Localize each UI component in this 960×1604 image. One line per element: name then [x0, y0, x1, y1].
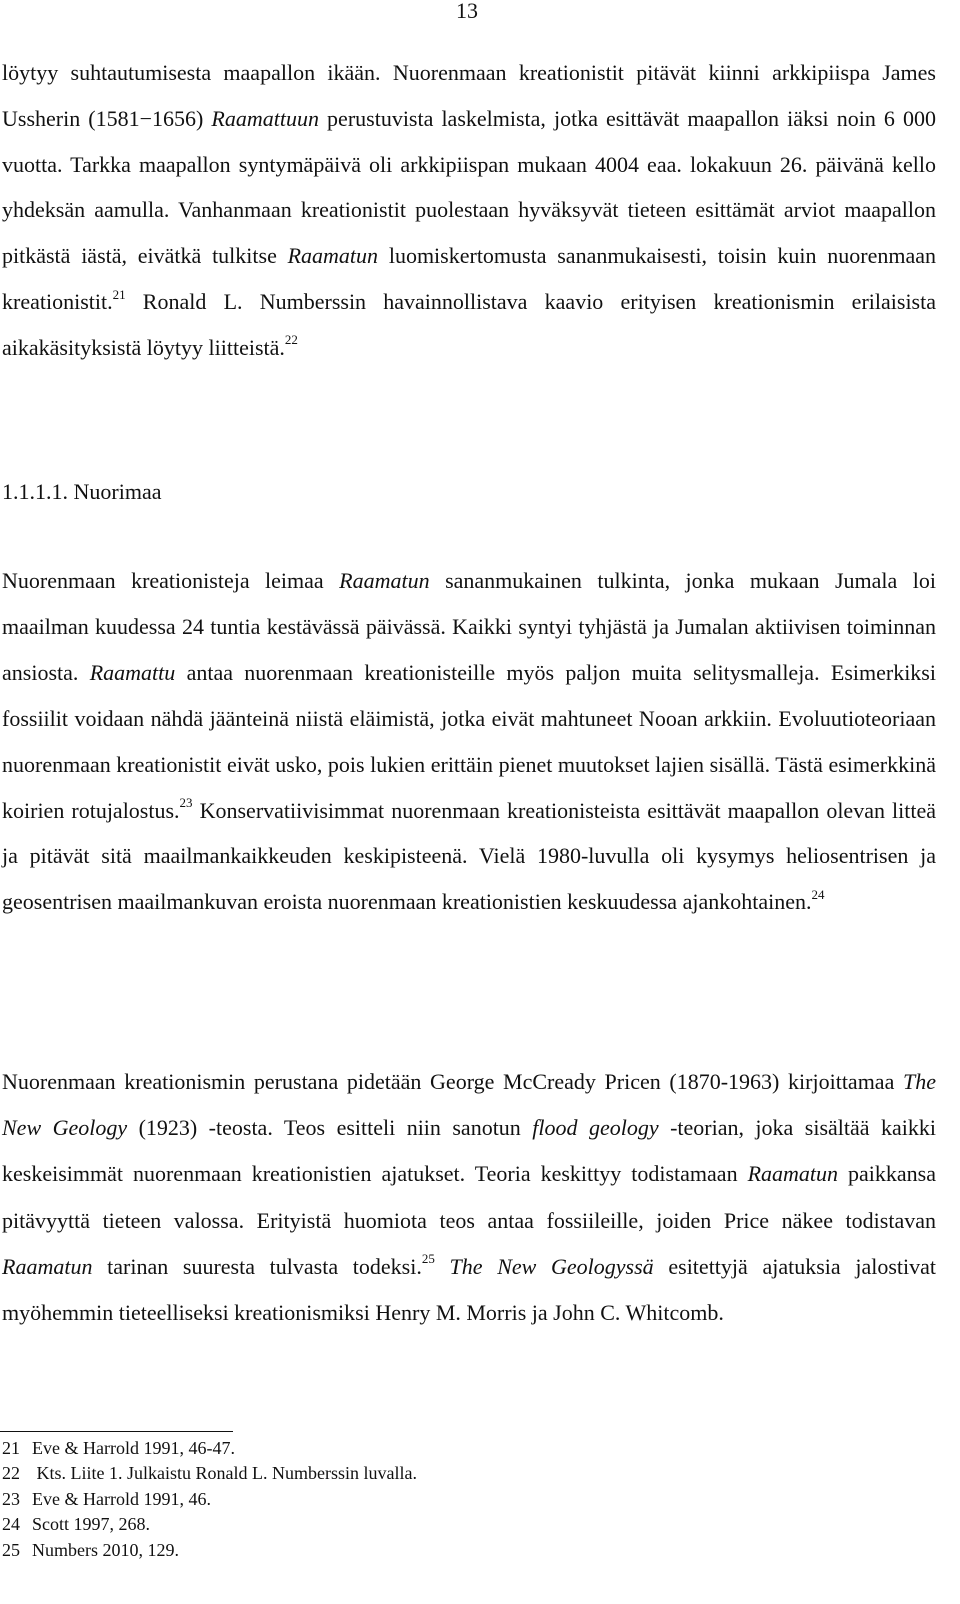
text-run: Konservatiivisimmat nuorenmaan kreationisteista esittävät maapallon olevan litteä ja pitävät sitä maailmankaikkeuden keskipisteenä. Vielä 1980-luvulla oli kysymys heliosentrisen ja geosentrisen maailmankuvan eroista nuorenmaan kreationistien keskuudessa ajankohtainen.	[2, 797, 936, 915]
footnote-ref-24[interactable]: 24	[811, 887, 825, 903]
paragraph-young-earth	[2, 558, 936, 925]
text-run: Nuorenmaan kreationismin perustana pidetään George McCready Pricen (1870-1963) kirjoittamaa	[2, 1069, 903, 1094]
text-run: paikkansa pitävyyttä tieteen valossa. Erityistä huomiota teos antaa fossiileille, joiden Price näkee todistavan	[2, 1161, 936, 1233]
footnote-ref-22[interactable]: 22	[284, 332, 298, 348]
section-heading: 1.1.1.1. Nuorimaa	[2, 479, 162, 504]
footnote-number: 25	[2, 1539, 20, 1560]
text-run: esitettyjä ajatuksia jalostivat myöhemmin tieteelliseksi kreationismiksi Henry M. Morris ja John C. Whitcomb.	[2, 1253, 937, 1326]
footnote-ref-25[interactable]: 25	[421, 1251, 435, 1267]
footnote-text: Numbers 2010, 129.	[32, 1539, 179, 1560]
footnote-text: Eve & Harrold 1991, 46-47.	[32, 1438, 235, 1458]
footnote-item	[2, 1512, 417, 1537]
text-run: Ronald L. Numberssin havainnollistava kaavio erityisen kreationismin erilaisista aikakäsityksistä löytyy liitteistä.	[2, 288, 936, 360]
footnote-item	[2, 1461, 417, 1486]
footnote-ref-23[interactable]: 23	[179, 795, 193, 811]
italic-term: flood geology	[532, 1115, 659, 1141]
text-run: luomiskertomusta sananmukaisesti, toisin kuin nuorenmaan kreationistit.	[2, 243, 936, 314]
footnotes-list	[2, 1436, 417, 1563]
paragraph-new-geology	[2, 1059, 936, 1336]
footnote-text: Scott 1997, 268.	[32, 1514, 151, 1535]
footnote-number: 23	[2, 1488, 20, 1509]
text-run: -teorian, joka sisältää kaikki keskeisimmät nuorenmaan kreationistien ajatukset. Teoria keskittyy todistamaan	[2, 1115, 936, 1187]
footnote-item	[2, 1538, 417, 1563]
text-run: antaa nuorenmaan kreationisteille myös paljon muita selitysmalleja. Esimerkiksi fossiilit voidaan nähdä jäänteinä niistä eläimistä, jotka eivät mahtuneet Nooan arkkiin. Evoluutioteoriaan nuorenmaan kreationistit eivät usko, pois lukien erittäin pienet muutokset lajien sisällä. Tästä esimerkkinä koirien rotujalostus.	[2, 659, 936, 823]
italic-title: The New Geologyssä	[449, 1253, 654, 1279]
footnote-text: Eve & Harrold 1991, 46.	[32, 1488, 211, 1509]
footnote-number: 21	[2, 1438, 20, 1458]
footnote-divider	[0, 1431, 233, 1432]
text-run: (1923) -teosta. Teos esitteli niin sanotun	[127, 1115, 533, 1141]
italic-title: Raamatun	[2, 1253, 93, 1279]
italic-title: Raamattu	[89, 659, 176, 685]
italic-title: Raamatun	[747, 1161, 839, 1187]
page-number: 13	[456, 0, 478, 23]
footnote-item	[2, 1487, 417, 1512]
text-run: Nuorenmaan kreationisteja leimaa	[2, 568, 340, 593]
italic-title: Raamatun	[339, 568, 430, 593]
footnote-ref-21[interactable]: 21	[112, 286, 126, 302]
text-run: tarinan suuresta tulvasta todeksi.	[92, 1253, 422, 1279]
paragraph-age-views	[2, 50, 936, 371]
footnote-number: 22	[2, 1463, 20, 1484]
italic-title: Raamatun	[287, 243, 379, 269]
text-run	[435, 1254, 450, 1279]
italic-title: Raamattuun	[211, 105, 319, 131]
text-run: löytyy suhtautumisesta maapallon ikään. Nuorenmaan kreationistit pitävät kiinni arkkipiispa James Ussherin (1581−1656)	[2, 60, 936, 131]
text-run: sananmukainen tulkinta, jonka mukaan Jumala loi maailman kuudessa 24 tuntia kestävässä päivässä. Kaikki syntyi tyhjästä ja Jumalan aktiivisen toiminnan ansiosta.	[2, 568, 936, 685]
footnote-text: Kts. Liite 1. Julkaistu Ronald L. Numberssin luvalla.	[32, 1463, 417, 1484]
italic-title: The New Geology	[2, 1069, 936, 1141]
footnote-item	[2, 1436, 417, 1461]
footnote-number: 24	[2, 1514, 20, 1535]
text-run: perustuvista laskelmista, jotka esittävät maapallon iäksi noin 6 000 vuotta. Tarkka maapallon syntymäpäivä oli arkkipiispan mukaan 4004 eaa. lokakuun 26. päivänä kello yhdeksän aamulla. Vanhanmaan kreationistit puolestaan hyväksyvät tieteen esittämät arviot maapallon pitkästä iästä, eivätkä tulkitse	[2, 105, 936, 269]
